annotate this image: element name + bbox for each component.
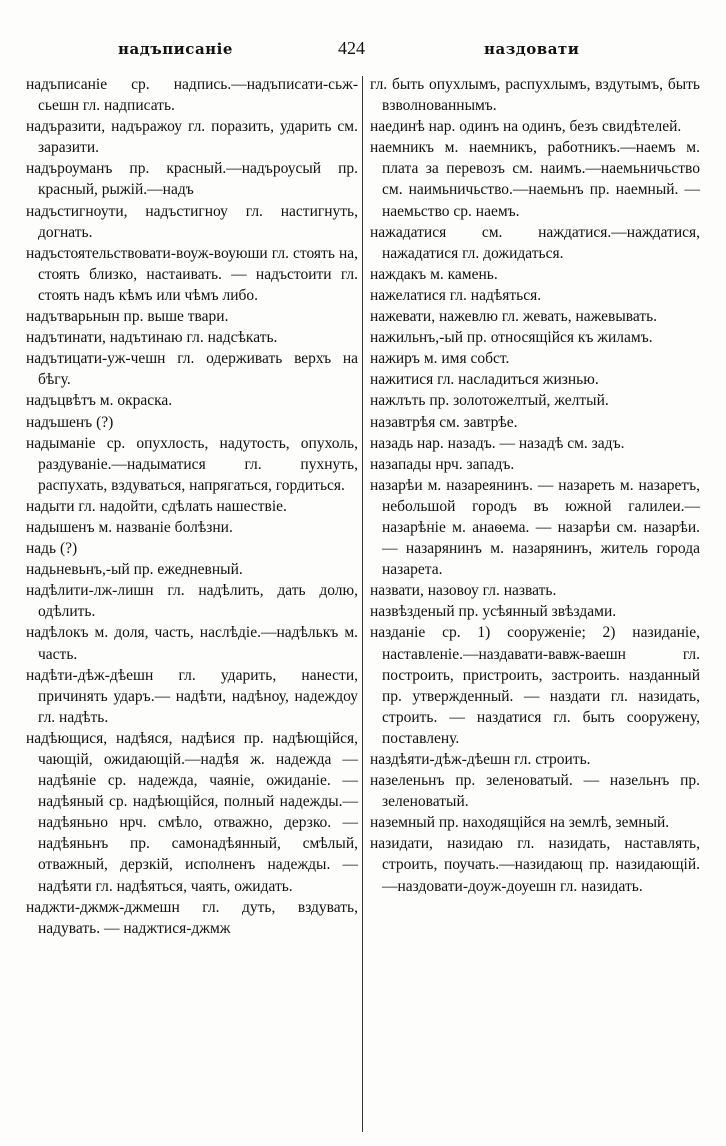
entry: нажадатися см. наждатися.—наждатися, нажадатися гл. дожидаться. <box>370 223 700 262</box>
entry: назидати, назидаю гл. назидать, наставлять, строить, поучать.—назидающ пр. назидающій.—наздовати-доуж-доуешн гл. назидать. <box>370 835 700 895</box>
entry: надъстоятельствовати-воуж-воуюши гл. стоять на, стоять близко, настаивать. — надъстоити гл. стоять надъ кѣмъ или чѣмъ либо. <box>26 244 358 304</box>
entry: надъроуманъ пр. красный.—надъроусый пр. красный, рыжій.—надъ <box>26 160 358 199</box>
entry: нажиръ м. имя собст. <box>370 350 510 368</box>
entry: назадь нар. назадъ. — назадѣ см. задъ. <box>370 434 625 452</box>
right-column <box>370 74 700 897</box>
entry: надъразити, надъражоу гл. поразить, ударить см. заразити. <box>26 118 358 157</box>
entry: нажильнъ,-ый пр. относящійся къ жиламъ. <box>370 329 653 347</box>
entry: нажевати, нажевлю гл. жевать, нажевывать. <box>370 308 658 326</box>
column-divider <box>362 76 363 1132</box>
entry: надь (?) <box>26 540 78 558</box>
entry: наджти-джмж-джмешн гл. дуть, вздувать, надувать. — наджтися-джмж <box>26 898 358 937</box>
entry: наемникъ м. наемникъ, работникъ.—наемъ м. плата за перевозъ см. наимъ.—наемьничьство см. наимьничьство.—наемьнъ пр. наемный. —наемьство ср. наемъ. <box>370 139 700 220</box>
entry: надѣти-дѣж-дѣешн гл. ударить, нанести, причинять ударъ.— надѣти, надѣноу, надеждоу гл. надѣть. <box>26 666 358 726</box>
page-header <box>0 38 726 64</box>
entry: нажлъть пр. золотожелтый, желтый. <box>370 392 609 410</box>
header-right-headword: наздовати <box>484 40 580 58</box>
entry: назавтрѣя см. завтрѣе. <box>370 413 518 431</box>
entry: нажелатися гл. надѣяться. <box>370 286 542 304</box>
entry: наждакъ м. камень. <box>370 265 498 283</box>
entry: надыманіе ср. опухлость, надутость, опухоль, раздуваніе.—надыматися гл. пухнуть, распухать, вздуваться, напрягаться, гордиться. <box>26 434 358 494</box>
entry: наздѣяти-дѣж-дѣешн гл. строить. <box>370 751 591 768</box>
entry: назапады нрч. западъ. <box>370 455 515 473</box>
entry: надътварьнын пр. выше твари. <box>26 308 229 326</box>
entry: назвѣзденый пр. усѣянный звѣздами. <box>370 603 617 621</box>
page-number: 424 <box>338 38 365 58</box>
entry: надътицати-уж-чешн гл. одерживать верхъ на бѣгу. <box>26 350 358 389</box>
entry: нажитися гл. насладиться жизнью. <box>370 371 599 389</box>
entry: назвати, назовоу гл. назвать. <box>370 582 557 600</box>
entry: назеленьнъ пр. зеленоватый. — назельнъ пр. зеленоватый. <box>370 772 700 811</box>
entry: надѣлити-лж-лишн гл. надѣлить, дать долю, одѣлить. <box>26 582 358 621</box>
entry: наземный пр. находящійся на землѣ, земный. <box>370 814 670 832</box>
left-column <box>26 74 358 939</box>
entry: назарѣи м. назареянинъ. — назареть м. назаретъ, небольшой городъ въ южной галилеи.—назарѣніе м. анаѳема. — назарѣи см. назарѣи. — назарянинъ м. назарянинъ, житель города назарета. <box>370 476 700 579</box>
entry: надѣлокъ м. доля, часть, наслѣдіе.—надѣлькъ м. часть. <box>26 624 358 663</box>
entry: надышенъ м. названіе болѣзни. <box>26 518 233 536</box>
entry: гл. быть опухлымъ, распухлымъ, вздутымъ, быть взволнованнымъ. <box>370 76 700 115</box>
header-left-headword: надъписаніе <box>118 40 233 58</box>
entry: наединѣ нар. одинъ на одинъ, безъ свидѣтелей. <box>370 118 682 136</box>
entry: надъшенъ (?) <box>26 413 114 431</box>
entry: надъцвѣтъ м. окраска. <box>26 392 173 410</box>
entry: надѣющися, надѣяся, надѣися пр. надѣющійся, чающій, ожидающій.—надѣя ж. надежда —надѣяніе ср. надежда, чаяніе, ожиданіе. —надѣяный ср. надѣющійся, полный надежды.—надѣяньно нрч. смѣло, отважно, дерзко. — надѣяньнъ пр. самонадѣянный, смѣлый, отважный, дерзкій, исполненъ надежды. — надѣяти гл. надѣяться, чаять, ожидать. <box>26 729 358 895</box>
entry: надътинати, надътинаю гл. надсѣкать. <box>26 329 278 347</box>
entry: надьневьнъ,-ый пр. ежедневный. <box>26 561 243 579</box>
entry: назданіе ср. 1) сооруженіе; 2) назиданіе, наставленіе.—наздавати-вавж-ваешн гл. построить, пристроить, застроить. назданный пр. утвержденный. — наздати гл. назидать, строить. — наздатися гл. быть сооружену, поставлену. <box>370 624 700 747</box>
entry: надыти гл. надойти, сдѣлать нашествіе. <box>26 497 287 515</box>
entry: надъстигноути, надъстигноу гл. настигнуть, догнать. <box>26 202 358 241</box>
entry: надъписаніе ср. надпись.—надъписати-сьж-сьешн гл. надписать. <box>26 76 358 115</box>
